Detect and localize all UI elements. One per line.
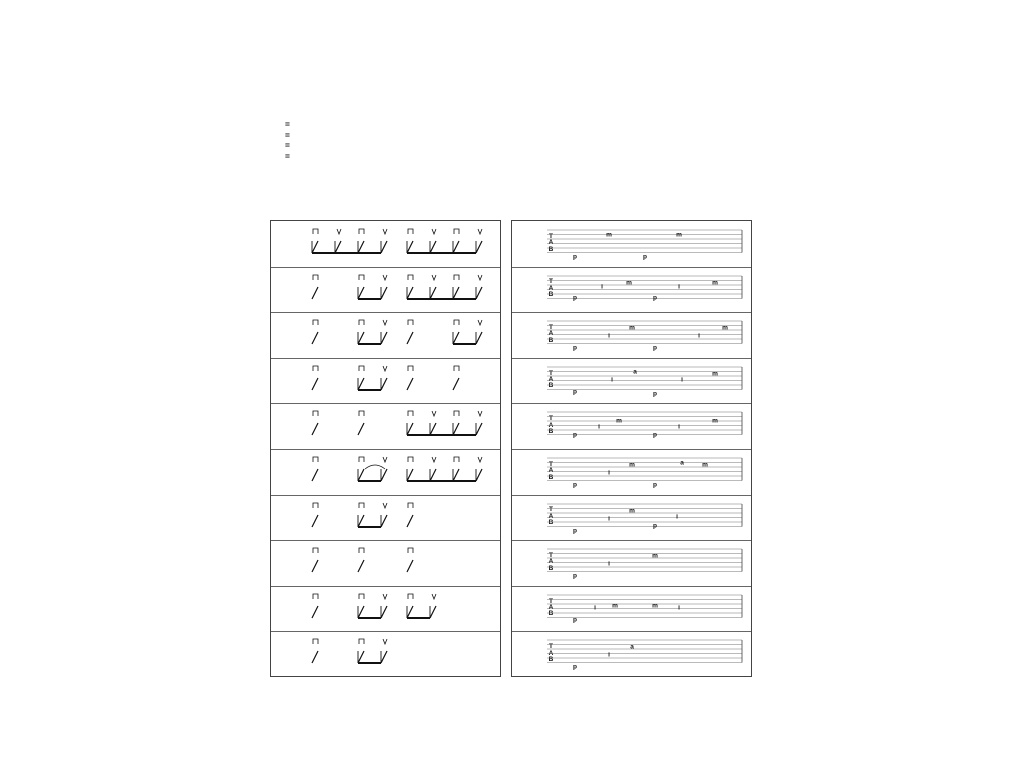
downstroke-symbol xyxy=(313,366,318,371)
downstroke-symbol xyxy=(359,639,364,644)
slash-stroke xyxy=(476,241,482,253)
strum-notation xyxy=(307,592,497,632)
row-divider xyxy=(271,267,500,268)
row-divider xyxy=(271,495,500,496)
slash-stroke xyxy=(312,378,318,390)
slash-stroke xyxy=(381,606,387,618)
finger-letter: m xyxy=(676,231,682,239)
downstroke-symbol xyxy=(359,548,364,553)
finger-letter: p xyxy=(653,390,657,398)
slash-stroke xyxy=(407,241,413,253)
slash-stroke xyxy=(312,606,318,618)
slash-stroke xyxy=(358,423,364,435)
row-divider xyxy=(271,358,500,359)
downstroke-symbol xyxy=(454,411,459,416)
slash-stroke xyxy=(312,241,318,253)
upstroke-symbol xyxy=(432,229,436,234)
tab-letter: B xyxy=(548,610,554,618)
row-divider xyxy=(271,403,500,404)
tab-letter: A xyxy=(548,649,554,657)
finger-letter: a xyxy=(680,459,684,467)
tab-letter: T xyxy=(549,369,553,377)
finger-letter: m xyxy=(606,231,612,239)
upstroke-symbol xyxy=(383,320,387,325)
slash-stroke xyxy=(381,287,387,299)
tab-letter: A xyxy=(548,421,554,429)
finger-letter: p xyxy=(573,344,577,352)
downstroke-symbol xyxy=(313,229,318,234)
slash-stroke xyxy=(358,241,364,253)
slash-stroke xyxy=(407,560,413,572)
slash-stroke xyxy=(381,241,387,253)
downstroke-symbol xyxy=(454,275,459,280)
tab-letter: B xyxy=(548,656,554,663)
downstroke-symbol xyxy=(313,457,318,462)
downstroke-symbol xyxy=(408,411,413,416)
downstroke-symbol xyxy=(454,366,459,371)
upstroke-symbol xyxy=(383,503,387,508)
finger-letter: m xyxy=(652,552,658,560)
tab-staff xyxy=(547,454,747,490)
slash-stroke xyxy=(358,651,364,663)
slash-stroke xyxy=(381,469,387,481)
finger-letter: p xyxy=(653,431,657,439)
strum-notation xyxy=(307,364,497,404)
tab-letter: B xyxy=(548,336,554,344)
finger-letter: a xyxy=(633,368,637,376)
downstroke-symbol xyxy=(408,366,413,371)
finger-letter: m xyxy=(712,417,718,425)
upstroke-symbol xyxy=(478,275,482,280)
slash-stroke xyxy=(430,241,436,253)
legend-row: = xyxy=(285,150,290,161)
downstroke-symbol xyxy=(359,275,364,280)
row-divider xyxy=(512,449,751,450)
downstroke-symbol xyxy=(408,594,413,599)
tab-letter: T xyxy=(549,415,553,423)
finger-letter: p xyxy=(573,253,577,261)
downstroke-symbol xyxy=(454,457,459,462)
row-divider xyxy=(271,540,500,541)
upstroke-symbol xyxy=(432,411,436,416)
finger-letter: i xyxy=(678,283,680,291)
finger-letter: p xyxy=(573,481,577,489)
upstroke-symbol xyxy=(383,639,387,644)
tab-letter: B xyxy=(548,519,554,527)
upstroke-symbol xyxy=(432,594,436,599)
upstroke-symbol xyxy=(432,457,436,462)
downstroke-symbol xyxy=(359,229,364,234)
upstroke-symbol xyxy=(383,275,387,280)
finger-letter: m xyxy=(616,417,622,425)
downstroke-symbol xyxy=(408,320,413,325)
finger-letter: i xyxy=(698,332,700,340)
finger-letter: i xyxy=(608,515,610,523)
row-divider xyxy=(512,586,751,587)
strum-notation xyxy=(307,501,497,541)
downstroke-symbol xyxy=(408,457,413,462)
slash-stroke xyxy=(407,378,413,390)
tab-letter: A xyxy=(548,558,554,566)
slash-stroke xyxy=(453,287,459,299)
slash-stroke xyxy=(430,423,436,435)
slash-stroke xyxy=(407,332,413,344)
downstroke-symbol xyxy=(313,503,318,508)
row-divider xyxy=(512,540,751,541)
slash-stroke xyxy=(407,515,413,527)
finger-letter: p xyxy=(573,527,577,535)
tab-letter: A xyxy=(548,604,554,611)
downstroke-symbol xyxy=(408,548,413,553)
tab-letter: T xyxy=(549,597,553,605)
slash-stroke xyxy=(312,651,318,663)
downstroke-symbol xyxy=(454,320,459,325)
downstroke-symbol xyxy=(359,594,364,599)
tab-staff xyxy=(547,317,747,353)
upstroke-symbol xyxy=(432,275,436,280)
tab-letter: T xyxy=(549,460,553,468)
finger-letter: i xyxy=(676,513,678,521)
slash-stroke xyxy=(476,469,482,481)
upstroke-symbol xyxy=(383,229,387,234)
legend-row: = xyxy=(285,119,290,129)
finger-letter: p xyxy=(653,294,657,302)
slash-stroke xyxy=(407,606,413,618)
strum-notation xyxy=(307,318,497,358)
slash-stroke xyxy=(358,560,364,572)
downstroke-symbol xyxy=(313,594,318,599)
tab-staff xyxy=(547,272,747,308)
tab-letter: B xyxy=(548,428,554,435)
finger-letter: i xyxy=(678,604,680,612)
finger-legend xyxy=(271,119,290,161)
strum-notation xyxy=(307,637,497,677)
finger-letter: p xyxy=(573,616,577,624)
finger-letter: i xyxy=(594,604,596,612)
slash-stroke xyxy=(358,469,364,481)
finger-letter: i xyxy=(681,376,683,384)
finger-letter: i xyxy=(598,423,600,431)
legend-row: = xyxy=(285,140,290,151)
finger-letter: a xyxy=(630,643,634,651)
slash-stroke xyxy=(453,423,459,435)
slash-stroke xyxy=(381,515,387,527)
upstroke-symbol xyxy=(478,320,482,325)
slash-stroke xyxy=(381,378,387,390)
finger-letter: p xyxy=(653,481,657,489)
finger-letter: p xyxy=(573,388,577,396)
row-divider xyxy=(512,358,751,359)
finger-letter: i xyxy=(678,423,680,431)
finger-letter: p xyxy=(573,572,577,580)
finger-letter: i xyxy=(611,376,613,384)
upstroke-symbol xyxy=(383,594,387,599)
slash-stroke xyxy=(476,332,482,344)
slash-stroke xyxy=(453,469,459,481)
slash-stroke xyxy=(312,469,318,481)
tab-letter: A xyxy=(548,284,554,292)
finger-letter: i xyxy=(608,469,610,477)
strum-notation xyxy=(307,455,497,495)
finger-letter: p xyxy=(573,431,577,439)
tab-staff xyxy=(547,545,747,581)
tab-letter: B xyxy=(548,473,554,481)
finger-letter: m xyxy=(712,279,718,287)
finger-letter: m xyxy=(712,370,718,378)
finger-letter: p xyxy=(573,663,577,671)
finger-letter: i xyxy=(608,332,610,340)
tab-letter: T xyxy=(549,506,553,514)
strum-notation xyxy=(307,227,497,267)
slash-stroke xyxy=(381,332,387,344)
strum-notation xyxy=(307,273,497,313)
tab-staff xyxy=(547,636,747,672)
tab-staff xyxy=(547,408,747,444)
upstroke-symbol xyxy=(478,411,482,416)
slash-stroke xyxy=(358,332,364,344)
downstroke-symbol xyxy=(408,229,413,234)
downstroke-symbol xyxy=(408,503,413,508)
tab-letter: T xyxy=(549,278,553,286)
downstroke-symbol xyxy=(359,411,364,416)
finger-letter: m xyxy=(722,324,728,332)
downstroke-symbol xyxy=(313,411,318,416)
slash-stroke xyxy=(312,560,318,572)
slash-stroke xyxy=(453,241,459,253)
downstroke-symbol xyxy=(454,229,459,234)
slash-stroke xyxy=(407,469,413,481)
slash-stroke xyxy=(312,515,318,527)
downstroke-symbol xyxy=(313,275,318,280)
row-divider xyxy=(271,312,500,313)
slash-stroke xyxy=(430,469,436,481)
finger-letter: m xyxy=(626,279,632,287)
downstroke-symbol xyxy=(313,548,318,553)
slash-stroke xyxy=(476,423,482,435)
finger-letter: p xyxy=(653,344,657,352)
upstroke-symbol xyxy=(478,229,482,234)
upstroke-symbol xyxy=(383,366,387,371)
slash-stroke xyxy=(335,241,341,253)
row-divider xyxy=(271,586,500,587)
tab-letter: A xyxy=(548,376,554,383)
tab-letter: T xyxy=(549,552,553,559)
finger-letter: m xyxy=(629,507,635,515)
slash-stroke xyxy=(407,423,413,435)
finger-letter: m xyxy=(612,602,618,610)
slash-stroke xyxy=(453,332,459,344)
tab-staff xyxy=(547,226,747,262)
slash-stroke xyxy=(312,287,318,299)
finger-letter: p xyxy=(573,294,577,302)
slash-stroke xyxy=(312,423,318,435)
slash-stroke xyxy=(358,606,364,618)
slash-stroke xyxy=(358,378,364,390)
slash-stroke xyxy=(453,378,459,390)
strum-notation xyxy=(307,409,497,449)
row-divider xyxy=(512,495,751,496)
slash-stroke xyxy=(430,606,436,618)
finger-letter: p xyxy=(643,253,647,261)
tab-letter: A xyxy=(548,467,554,475)
tab-staff xyxy=(547,500,747,536)
tab-letter: B xyxy=(548,382,554,390)
row-divider xyxy=(512,631,751,632)
downstroke-symbol xyxy=(359,457,364,462)
tab-letter: B xyxy=(548,564,554,572)
slash-stroke xyxy=(476,287,482,299)
legend-row: = xyxy=(285,129,290,140)
downstroke-symbol xyxy=(359,320,364,325)
tab-letter: T xyxy=(549,324,553,331)
downstroke-symbol xyxy=(313,639,318,644)
upstroke-symbol xyxy=(383,457,387,462)
finger-letter: m xyxy=(702,461,708,469)
finger-letter: i xyxy=(608,560,610,568)
tab-staff xyxy=(547,591,747,627)
row-divider xyxy=(271,449,500,450)
slash-stroke xyxy=(358,287,364,299)
tab-letter: A xyxy=(548,239,554,247)
finger-letter: p xyxy=(653,522,657,530)
row-divider xyxy=(271,631,500,632)
row-divider xyxy=(512,267,751,268)
tab-letter: T xyxy=(549,643,553,651)
slash-stroke xyxy=(358,515,364,527)
downstroke-symbol xyxy=(313,320,318,325)
downstroke-symbol xyxy=(359,503,364,508)
pick-patterns-panel xyxy=(511,220,752,677)
tab-staff xyxy=(547,363,747,399)
strum-patterns-panel xyxy=(270,220,501,677)
row-divider xyxy=(512,312,751,313)
tie xyxy=(365,465,385,469)
tab-letter: B xyxy=(548,291,554,299)
upstroke-symbol xyxy=(337,229,341,234)
tab-letter: B xyxy=(548,245,554,253)
slash-stroke xyxy=(407,287,413,299)
slash-stroke xyxy=(381,651,387,663)
finger-letter: i xyxy=(601,283,603,291)
downstroke-symbol xyxy=(359,366,364,371)
slash-stroke xyxy=(430,287,436,299)
finger-letter: m xyxy=(629,461,635,469)
strum-notation xyxy=(307,546,497,586)
tab-letter: T xyxy=(549,232,553,240)
finger-letter: m xyxy=(652,602,658,610)
finger-letter: m xyxy=(629,324,635,332)
slash-stroke xyxy=(312,332,318,344)
row-divider xyxy=(512,403,751,404)
tab-letter: A xyxy=(548,512,554,520)
upstroke-symbol xyxy=(478,457,482,462)
downstroke-symbol xyxy=(408,275,413,280)
tab-letter: A xyxy=(548,330,554,338)
finger-letter: i xyxy=(608,651,610,659)
